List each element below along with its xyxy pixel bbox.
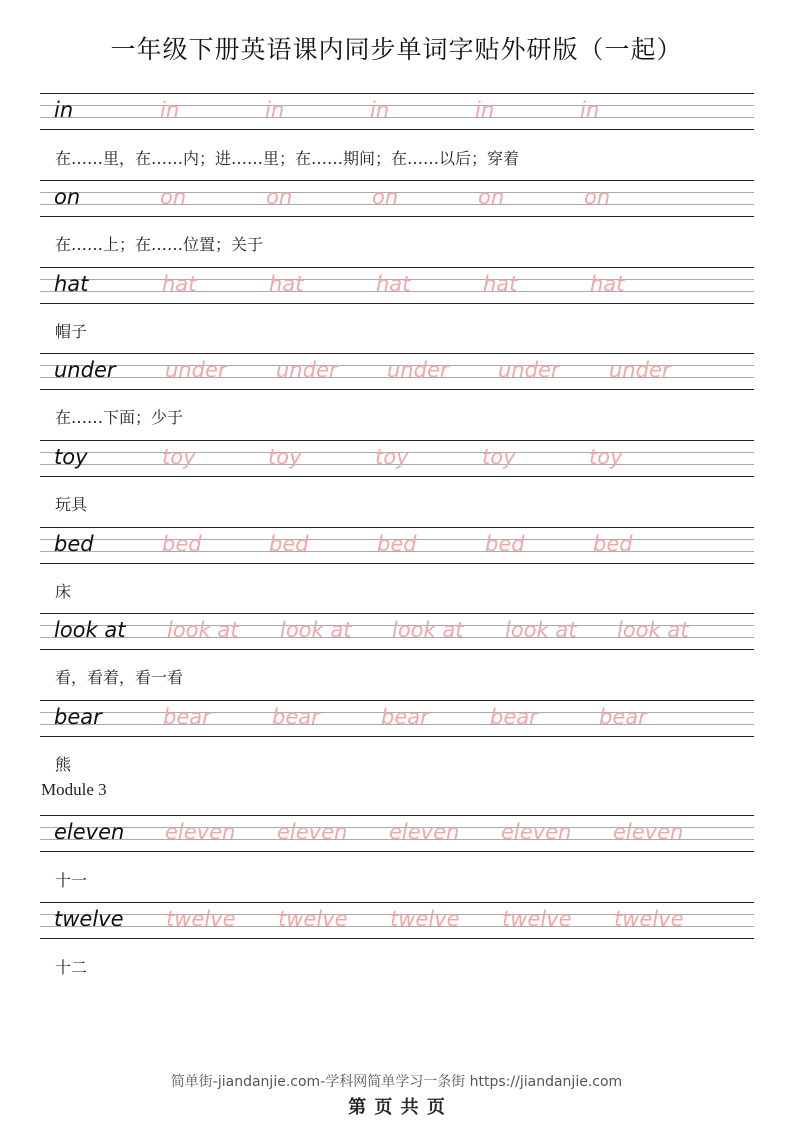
writing-band — [40, 902, 754, 938]
trace-word: twelve — [390, 907, 460, 931]
writing-band — [40, 815, 754, 851]
guide-line — [40, 353, 754, 354]
guide-line — [40, 440, 754, 441]
word-meaning: 在……下面；少于 — [55, 408, 184, 427]
trace-word: eleven — [165, 820, 236, 844]
guide-line — [40, 129, 754, 130]
trace-word: under — [276, 358, 338, 382]
trace-word: hat — [269, 272, 304, 296]
trace-word: bear — [490, 705, 538, 729]
trace-word: bear — [272, 705, 320, 729]
trace-word: bed — [485, 532, 525, 556]
footer-site-text: 简单街-jiandanjie.com-学科网简单学习一条街 https://jiandanjie.com — [170, 1074, 623, 1090]
guide-line — [40, 117, 754, 118]
trace-word: toy — [589, 445, 623, 469]
trace-word: look at — [167, 618, 239, 642]
word-meaning: 帽子 — [55, 322, 88, 341]
guide-line — [40, 902, 754, 903]
trace-word: on — [372, 185, 399, 209]
trace-word: hat — [590, 272, 625, 296]
trace-word: toy — [162, 445, 196, 469]
guide-line — [40, 851, 754, 852]
guide-line — [40, 815, 754, 816]
writing-band — [40, 527, 754, 563]
writing-band — [40, 613, 754, 649]
writing-band — [40, 353, 754, 389]
trace-word: on — [160, 185, 187, 209]
guide-line — [40, 527, 754, 528]
trace-word: eleven — [501, 820, 572, 844]
guide-line — [40, 563, 754, 564]
guide-line — [40, 700, 754, 701]
writing-band — [40, 700, 754, 736]
trace-word: look at — [617, 618, 689, 642]
guide-line — [40, 93, 754, 94]
guide-line — [40, 938, 754, 939]
trace-word: bed — [269, 532, 309, 556]
trace-word: in — [580, 98, 600, 122]
guide-line — [40, 303, 754, 304]
guide-line — [40, 105, 754, 106]
model-word: hat — [54, 272, 89, 296]
model-word: bear — [54, 705, 102, 729]
trace-word: bear — [381, 705, 429, 729]
trace-word: under — [387, 358, 449, 382]
guide-line — [40, 389, 754, 390]
trace-word: under — [609, 358, 671, 382]
trace-word: on — [266, 185, 293, 209]
trace-word: look at — [392, 618, 464, 642]
model-word: bed — [54, 532, 94, 556]
trace-word: toy — [375, 445, 409, 469]
trace-word: look at — [505, 618, 577, 642]
trace-word: toy — [482, 445, 516, 469]
trace-word: on — [584, 185, 611, 209]
trace-word: bear — [599, 705, 647, 729]
model-word: twelve — [54, 907, 124, 931]
word-meaning: 玩具 — [55, 495, 88, 514]
writing-band — [40, 267, 754, 303]
trace-word: look at — [280, 618, 352, 642]
model-word: under — [54, 358, 116, 382]
trace-word: hat — [376, 272, 411, 296]
trace-word: bear — [163, 705, 211, 729]
trace-word: bed — [377, 532, 417, 556]
trace-word: eleven — [277, 820, 348, 844]
trace-word: hat — [483, 272, 518, 296]
guide-line — [40, 613, 754, 614]
guide-line — [40, 267, 754, 268]
guide-line — [40, 736, 754, 737]
trace-word: in — [265, 98, 285, 122]
word-meaning: 床 — [55, 582, 72, 601]
trace-word: in — [370, 98, 390, 122]
writing-band — [40, 440, 754, 476]
word-meaning: 熊 — [55, 755, 72, 774]
module-heading: Module 3 — [41, 780, 107, 799]
word-meaning: 在……上；在……位置；关于 — [55, 235, 264, 254]
guide-line — [40, 649, 754, 650]
trace-word: under — [165, 358, 227, 382]
trace-word: twelve — [614, 907, 684, 931]
word-meaning: 在……里，在……内；进……里；在……期间；在……以后；穿着 — [55, 149, 520, 168]
trace-word: under — [498, 358, 560, 382]
trace-word: in — [475, 98, 495, 122]
trace-word: eleven — [613, 820, 684, 844]
trace-word: on — [478, 185, 505, 209]
word-meaning: 十一 — [55, 871, 88, 890]
page-title: 一年级下册英语课内同步单词字贴外研版（一起） — [110, 35, 683, 64]
model-word: on — [54, 185, 81, 209]
word-meaning: 看，看着，看一看 — [55, 668, 184, 687]
footer-page-number: 第 页 共 页 — [348, 1097, 445, 1118]
guide-line — [40, 476, 754, 477]
guide-line — [40, 180, 754, 181]
writing-band — [40, 93, 754, 129]
writing-band — [40, 180, 754, 216]
trace-word: hat — [162, 272, 197, 296]
trace-word: in — [160, 98, 180, 122]
model-word: in — [54, 98, 74, 122]
trace-word: toy — [268, 445, 302, 469]
guide-line — [40, 216, 754, 217]
trace-word: bed — [162, 532, 202, 556]
model-word: look at — [54, 618, 126, 642]
word-meaning: 十二 — [55, 958, 88, 977]
trace-word: bed — [593, 532, 633, 556]
model-word: eleven — [54, 820, 125, 844]
model-word: toy — [54, 445, 88, 469]
trace-word: twelve — [278, 907, 348, 931]
trace-word: twelve — [166, 907, 236, 931]
trace-word: twelve — [502, 907, 572, 931]
trace-word: eleven — [389, 820, 460, 844]
